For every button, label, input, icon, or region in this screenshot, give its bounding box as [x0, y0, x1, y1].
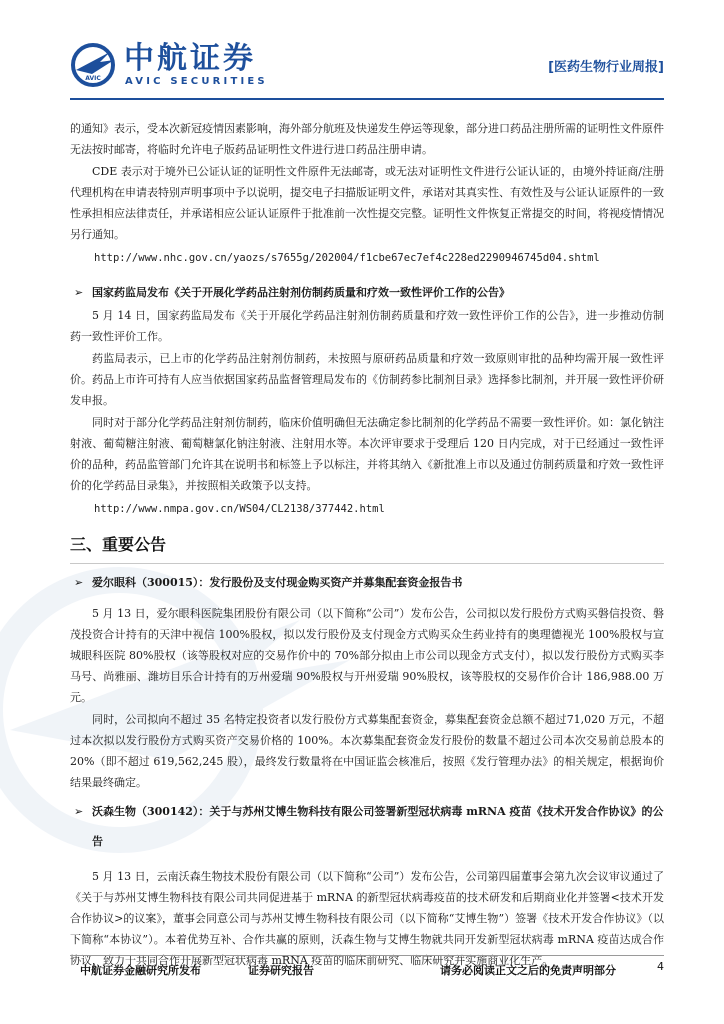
news-item-title: 国家药监局发布《关于开展化学药品注射剂仿制药质量和疗效一致性评价工作的公告》	[92, 286, 510, 299]
report-body	[70, 118, 664, 972]
paragraph: 的通知》表示，受本次新冠疫情因素影响，海外部分航班及快递发生停运等现象，部分进口药品注册所需的证明性文件原件无法按时邮寄，将临时允许电子版药品证明性文件进行进口药品注册申请。	[70, 122, 664, 156]
page-header	[70, 40, 664, 92]
source-link[interactable]: http://www.nmpa.gov.cn/WS04/CL2138/377442.html	[94, 503, 385, 515]
section-divider	[70, 563, 664, 564]
footer-publisher: 中航证券金融研究所发布	[80, 964, 201, 977]
arrow-bullet-icon: ➢	[74, 576, 84, 589]
announcement-title: 爱尔眼科（300015）：发行股份及支付现金购买资产并募集配套资金报告书	[92, 576, 463, 589]
paragraph: 药监局表示，已上市的化学药品注射剂仿制药，未按照与原研药品质量和疗效一致原则审批的品种均需开展一致性评价。药品上市许可持有人应当依据国家药品监督管理局发布的《仿制药参比制剂目录》选择参比制剂，并开展一致性评价研发申报。	[70, 352, 664, 407]
header-divider	[70, 98, 664, 100]
footer-report-type: 证券研究报告	[248, 964, 314, 977]
logo-text: AVIC	[85, 75, 101, 82]
source-link[interactable]: http://www.nhc.gov.cn/yaozs/s7655g/202004/f1cbe67ec7ef4c228ed2290946745d04.shtml	[94, 252, 600, 264]
paragraph: 5 月 14 日，国家药监局发布《关于开展化学药品注射剂仿制药质量和疗效一致性评价工作的公告》，进一步推动仿制药一致性评价工作。	[70, 309, 664, 343]
footer-divider	[70, 955, 664, 956]
paragraph: CDE 表示对于境外已公证认证的证明性文件原件无法邮寄，或无法对证明性文件进行公证认证的，由境外持证商/注册代理机构在申请表特别声明事项中予以说明，提交电子扫描版证明文件，承诺对其真实性、有效性及与公证认证原件的一致性承担相应法律责任，并承诺相应公证认证原件于批准前一次性提交完整。证明性文件恢复正常提交的时间，将视疫情情况另行通知。	[70, 165, 664, 241]
paragraph: 5 月 13 日，爱尔眼科医院集团股份有限公司（以下简称“公司”）发布公告，公司拟以发行股份方式购买磐信投资、磐茂投资合计持有的天津中视信 100%股权，拟以发行股份及支付现金方式购买众生药业持有的奥理德视光 100%股权与宣城眼科医院 80%股权（该等股权对应的交易作价中的 70%部分拟由上市公司以现金方式支付），拟以发行股份方式购买李马号、尚雅丽、潍坊目乐合计持有的万州爱瑞 90%股权与开州爱瑞 90%股权，该等股权的交易作价合计 186,988.00 万元。	[70, 607, 664, 704]
paragraph: 5 月 13 日，云南沃森生物技术股份有限公司（以下简称“公司”）发布公告，公司第四届董事会第九次会议审议通过了《关于与苏州艾博生物科技有限公司共同促进基于 mRNA 的新型冠状病毒疫苗的技术研发和后期商业化并签署<技术开发合作协议>的议案》，董事会同意公司与苏州艾博生物科技有限公司（以下简称“艾博生物”）签署《技术开发合作协议》（以下简称“本协议”）。本着优势互补、合作共赢的原则，沃森生物与艾博生物就共同开发新型冠状病毒 mRNA 疫苗达成合作协议，致力于共同合作开展新型冠状病毒 mRNA 疫苗的临床前研究、临床研究并实施商业化生产。	[70, 870, 664, 967]
paragraph: 同时，公司拟向不超过 35 名特定投资者以发行股份方式募集配套资金，募集配套资金总额不超过71,020 万元，不超过本次拟以发行股份方式购买资产交易价格的 100%。本次募集配套资金发行股份的数量不超过公司本次交易前总股本的 20%（即不超过 619,562,245 股），最终发行数量将在中国证监会核准后，按照《发行管理办法》的相关规定，根据询价结果最终确定。	[70, 713, 664, 789]
brand-name-cn: 中航证券	[124, 41, 256, 76]
page-number: 4	[657, 960, 664, 973]
arrow-bullet-icon: ➢	[74, 805, 84, 818]
announcement-heading	[70, 797, 664, 857]
announcement-title: 沃森生物（300142）：关于与苏州艾博生物科技有限公司签署新型冠状病毒 mRNA 疫苗《技术开发合作协议》的公告	[92, 805, 664, 848]
news-item-heading	[70, 282, 664, 304]
paragraph: 同时对于部分化学药品注射剂仿制药，临床价值明确但无法确定参比制剂的化学药品不需要一致性评价。如：氯化钠注射液、葡萄糖注射液、葡萄糖氯化钠注射液、注射用水等。本次评审要求于受理后 120 日内完成，对于已经通过一致性评价的品种，药品监管部门允许其在说明书和标签上予以标注，并将其纳入《新批准上市以及通过仿制药质量和疗效一致性评价的化学药品目录集》，并按照相关政策予以支持。	[70, 416, 664, 492]
page-footer	[70, 960, 664, 983]
footer-disclaimer: 请务必阅读正文之后的免责声明部分	[440, 964, 616, 977]
announcement-heading	[70, 572, 664, 594]
avic-plane-logo-icon	[70, 42, 116, 88]
section-title: 三、重要公告	[70, 535, 167, 554]
report-category-tag: [医药生物行业周报]	[548, 60, 664, 75]
brand-name-en: AVIC SECURITIES	[125, 76, 268, 87]
arrow-bullet-icon: ➢	[74, 286, 84, 299]
